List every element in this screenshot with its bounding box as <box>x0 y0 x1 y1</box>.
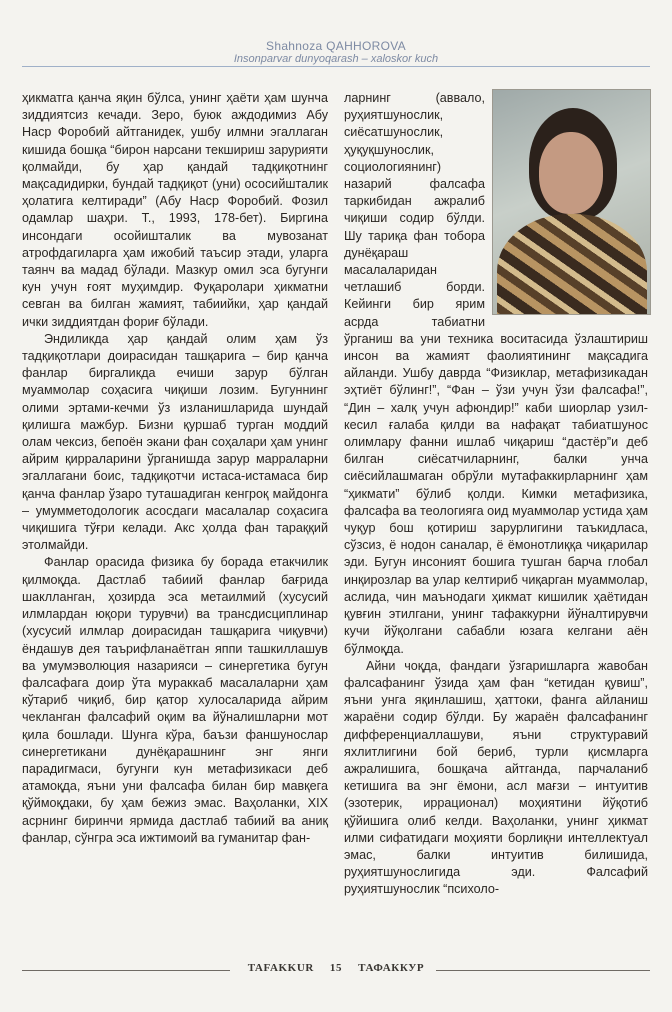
paragraph: ларнинг (аввало, руҳиятшунослик, сиёсатшунослик, ҳуқуқшунослик, социологиянинг) назарий фалсафа таркибидан ажралиб чиқиши содир бўлди. Шу тариқа фан тобора дунёқараш масалаларидан четлашиб борди. Кейинги бир ярим асрда табиатни ўрганиш ва уни техника воситасида ўзлаштириш инсон ва жамият фаолиятининг мақсадига айланди. Ушбу даврда “Физиклар, метафизикадан эҳтиёт бўлинг!”, “Фан – ўзи учун ўзи фалсафа!”, “Дин – халқ учун афюндир!” каби шиорлар узил-кесил ғалаба қилди ва нафақат табиатшунос олимлару фанни ишлаб чиқариш “дастёр”и деб билган сиёсатчиларнинг, балки унча сиёсийлашмаган обрўли мутафаккирларнинг ҳам “ҳикмати” бўлиб қолди. Кимки метафизика, фалсафа ва теологияга оид муаммолар устида ҳам чуқур бош қотириш зарурлигини таъкидласа, сўзсиз, ё нодон саналар, ё ёмонотлиққа чиқарилар эди. Бугун инсоният бошига тушган барча глобал инқирозлар ва улар келтириб чиқарган муаммолар, аслида, чин маънодаги ҳикмат кишилик ҳаётидан қувғин этилгани, унинг тафаккурни йўналтирувчи кучи йўқолгани сабабли юзага келгани аён бўлмоқда. <box>344 91 648 656</box>
author-name: Shahnoza QAHHOROVA <box>266 39 406 53</box>
page-number: 15 <box>329 962 343 974</box>
footer-journal-cyrillic: ТАФАККУР <box>358 962 425 974</box>
portrait-face <box>539 132 603 214</box>
paragraph: Фанлар орасида физика бу борада етакчилик қилмоқда. Дастлаб табиий фанлар бағрида шаклланган, ҳозирда эса метаилмий (хусусий илмлардан юқори турувчи) ва трансдисциплинар (хусусий илмлар доирасидан ташқарига чиқувчи) ёндашув дея таърифланаётган яппи ташкиллашув ва умумэволюция назарияси – синергетика бугун фалсафага доир ўта мураккаб масалаларни ҳам кўтариб чиқиб, бир қатор хулосаларида айрим чекланган фалсафий оқим ва йўналишларни мот қила бошлади. Шунга кўра, баъзи фаншунослар синергетикани дунёқарашнинг энг янги парадигмаси, бугунги кун метафизикаси деб атамоқда, яъни уни фалсафа билан бир мавқега қўймоқдаки, бу ҳам бежиз эмас. Ваҳоланки, XIX асрнинг биринчи ярмида дастлаб табиий ва аниқ фанлар, сўнгра эса ижтимоий ва гуманитар фан- <box>22 555 328 845</box>
author-portrait-photo <box>493 90 650 314</box>
footer-journal-latin: TAFAKKUR <box>247 962 314 974</box>
portrait-body <box>497 214 647 314</box>
paragraph: Эндиликда ҳар қандай олим ҳам ўз тадқиқотлари доирасидан ташқарига – бир қанча фанлар биргаликда ечиши зарур бўлган муаммолар соҳасига чиқиши лозим. Бугуннинг олими эртами-кечми ўз изланишларида шундай қилишга мажбур. Бизни қуршаб турган моддий олам чексиз, бепоён экани фан соҳалари ҳам унинг айрим қирраларини ўрганишда зарур марраларни эгаллагани боис, тадқиқотчи истаса-истамаса бир қанча фанлар ўзаро туташадиган кенгроқ майдонга – умумметодологик асосдаги масалалар соҳасига чиқишига тўғри келади. Акс ҳолда фан тараққий этолмайди. <box>22 331 328 553</box>
paragraph: ҳикматга қанча яқин бўлса, унинг ҳаёти ҳам шунча зиддиятсиз кечади. Зеро, буюк аждодимиз Абу Наср Форобий айтганидек, ушбу илмни эгаллаган кишида бошқа “бирон нарсани текшириш зарурияти қолмайди, бу ҳар қандай тадқиқотнинг мақсадидирки, бундай тадқиқот (уни) ососийшталик ҳолатига келтиради” (Абу Наср Форобий. Фозил одамлар шаҳри. Т., 1993, 178-бет). Биргина инсондаги осойишталик ва мувозанат атрофдагиларга ҳам ижобий таъсир этади, уларга таянч ва мадад бўлади. Мазкур омил эса бугунги кун учун ғоят муҳимдир. Фуқаролари ҳикматни севган ва билган жамият, табиийки, ҳар қандай ички зиддиятдан фориғ бўлади. <box>22 91 328 329</box>
article-title: Insonparvar dunyoqarash – xaloskor kuch <box>233 53 439 65</box>
left-column <box>22 90 328 847</box>
right-column <box>344 90 648 899</box>
header-rule <box>22 66 650 67</box>
footer-text <box>0 962 672 974</box>
paragraph: Айни чоқда, фандаги ўзгаришларга жавобан фалсафанинг ўзида ҳам фан “кетидан қувиш”, яъни унга яқинлашиш, ҳаттоки, фанга айланиш жараёни содир бўлди. Бу жараён фалсафанинг дифференциаллашуви, яъни структуравий яхлитлигини бой бериб, турли қисмларга ажралишига, бошқача айтганда, парчаланиб кетишига ва энг ёмони, асл мағзи – интуитив (эзотерик, иррационал) моҳиятини йўқотиб қўйишига олиб келди. Ваҳоланки, унинг ҳикмат илми сифатидаги моҳияти борлиқни интеллектуал эмас, балки интуитив билишида, руҳиятшунослигида эди. Фалсафий руҳиятшунослик “психоло- <box>344 658 648 897</box>
page-header <box>0 40 672 66</box>
page-footer <box>0 962 672 982</box>
